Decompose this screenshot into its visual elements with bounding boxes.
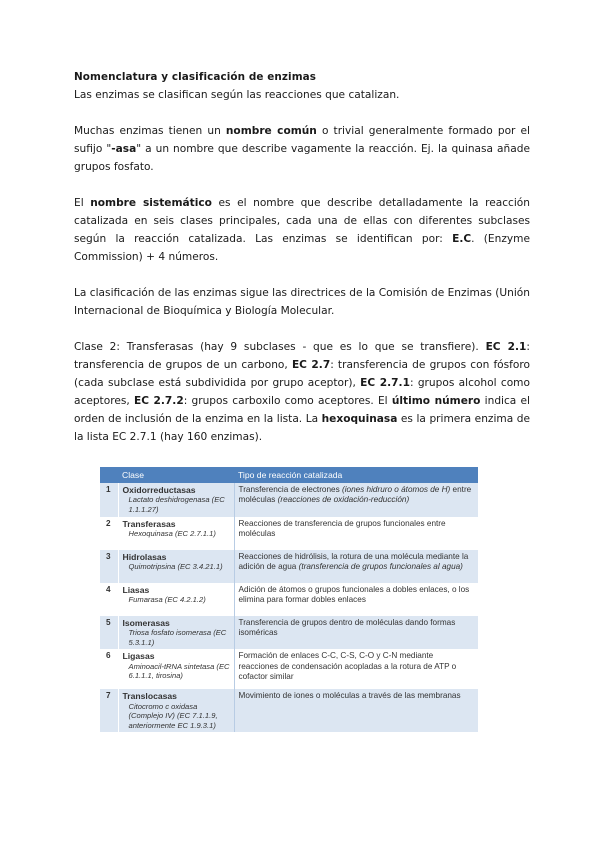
class-cell	[118, 550, 234, 583]
reaction-cell	[234, 583, 478, 616]
class-example: Triosa fosfato isomerasa (EC 5.3.1.1)	[128, 628, 227, 647]
reaction-text: Transferencia de electrones	[238, 485, 342, 494]
class-example: Citocromo c oxidasa (Complejo IV) (EC 7.1.1.9, anteriormente EC 1.9.3.1)	[128, 701, 218, 730]
paragraph-class-2: Clase 2: Transferasas (hay 9 subclases - que es lo que se transfiere). EC 2.1: transferencia de grupos de un carbono, EC 2.7: transferencia de grupos con fósforo (cada subclase está subdividida por grupo aceptor), EC 2.7.1: grupos alcohol como aceptores, EC 2.7.2: grupos carboxilo como aceptores. El último número indica el orden de inclusión de la enzima en la lista. La hexoquinasa es la primera enzima de la lista EC 2.7.1 (hay 160 enzimas).	[74, 341, 530, 443]
class-number: 6	[100, 649, 118, 689]
class-name: Transferasas	[122, 518, 176, 529]
reaction-cell	[234, 689, 478, 732]
reaction-cell	[234, 550, 478, 583]
reaction-text: entre moléculas	[238, 485, 472, 505]
section-title: Nomenclatura y clasificación de enzimas	[74, 71, 317, 83]
class-name: Translocasas	[122, 691, 177, 702]
class-cell	[118, 689, 234, 732]
class-cell	[118, 517, 234, 550]
table-row	[100, 517, 478, 550]
reaction-text: (transferencia de grupos funcionales al agua)	[298, 562, 463, 571]
table-header-row	[100, 467, 478, 483]
reaction-text: Reacciones de transferencia de grupos funcionales entre moléculas	[238, 518, 446, 538]
class-number: 4	[100, 583, 118, 616]
class-example: Hexoquinasa (EC 2.7.1.1)	[128, 529, 216, 538]
class-number: 2	[100, 517, 118, 550]
class-name: Liasas	[122, 584, 150, 595]
table-row	[100, 550, 478, 583]
header-reaction: Tipo de reacción catalizada	[234, 467, 478, 483]
reaction-text: (iones hidruro o átomos de H)	[341, 485, 451, 494]
class-name: Oxidorreductasas	[122, 485, 196, 495]
paragraph-commission: La clasificación de las enzimas sigue las directrices de la Comisión de Enzimas (Unión Internacional de Bioquímica y Biología Molecular.	[74, 287, 530, 317]
reaction-text: Movimiento de iones o moléculas a través de las membranas	[238, 691, 461, 701]
reaction-cell	[234, 616, 478, 650]
class-cell	[118, 649, 234, 689]
class-number: 7	[100, 689, 118, 732]
class-example: Quimotripsina (EC 3.4.21.1)	[128, 562, 223, 571]
paragraph-systematic-name: El nombre sistemático es el nombre que describe detalladamente la reacción catalizada en seis clases principales, cada una de ellas con diferentes subclases según la reacción catalizada. Las enzimas se identifican por: E.C. (Enzyme Commission) + 4 números.	[74, 197, 530, 263]
class-number: 5	[100, 616, 118, 650]
class-example: Fumarasa (EC 4.2.1.2)	[128, 595, 206, 604]
reaction-text: Formación de enlaces C-C, C-S, C-O y C-N mediante reacciones de condensación acopladas a la rotura de ATP o cofactor similar	[238, 651, 457, 681]
reaction-cell	[234, 517, 478, 550]
reaction-cell	[234, 649, 478, 689]
header-class: Clase	[118, 467, 234, 483]
class-example: Aminoacil-tRNA sintetasa (EC 6.1.1.1, tirosina)	[128, 661, 230, 681]
table-row	[100, 583, 478, 616]
table-row	[100, 483, 478, 517]
class-name: Ligasas	[122, 651, 155, 662]
table-row	[100, 649, 478, 689]
reaction-text: Transferencia de grupos dentro de moléculas dando formas isoméricas	[238, 617, 456, 637]
table-row	[100, 616, 478, 650]
class-cell	[118, 583, 234, 616]
reaction-text: Reacciones de hidrólisis, la rotura de una molécula mediante la adición de agua	[238, 551, 469, 571]
class-cell	[118, 483, 234, 517]
class-name: Hidrolasas	[122, 551, 167, 562]
class-example: Lactato deshidrogenasa (EC 1.1.1.27)	[128, 495, 225, 514]
paragraph-intro: Las enzimas se clasifican según las reacciones que catalizan.	[74, 89, 400, 101]
paragraph-common-name: Muchas enzimas tienen un nombre común o trivial generalmente formado por el sufijo "-asa" a un nombre que describe vagamente la reacción. Ej. la quinasa añade grupos fosfato.	[74, 125, 530, 173]
table-row	[100, 689, 478, 732]
header-num	[100, 467, 118, 483]
document-body	[74, 68, 530, 446]
class-name: Isomerasas	[122, 617, 170, 628]
class-number: 3	[100, 550, 118, 583]
reaction-cell	[234, 483, 478, 517]
reaction-text: (reacciones de oxidación-reducción)	[277, 495, 410, 505]
class-number: 1	[100, 483, 118, 517]
enzyme-class-table	[100, 467, 478, 732]
class-cell	[118, 616, 234, 650]
reaction-text: Adición de átomos o grupos funcionales a dobles enlaces, o los elimina para formar dobles enlaces	[238, 584, 470, 604]
